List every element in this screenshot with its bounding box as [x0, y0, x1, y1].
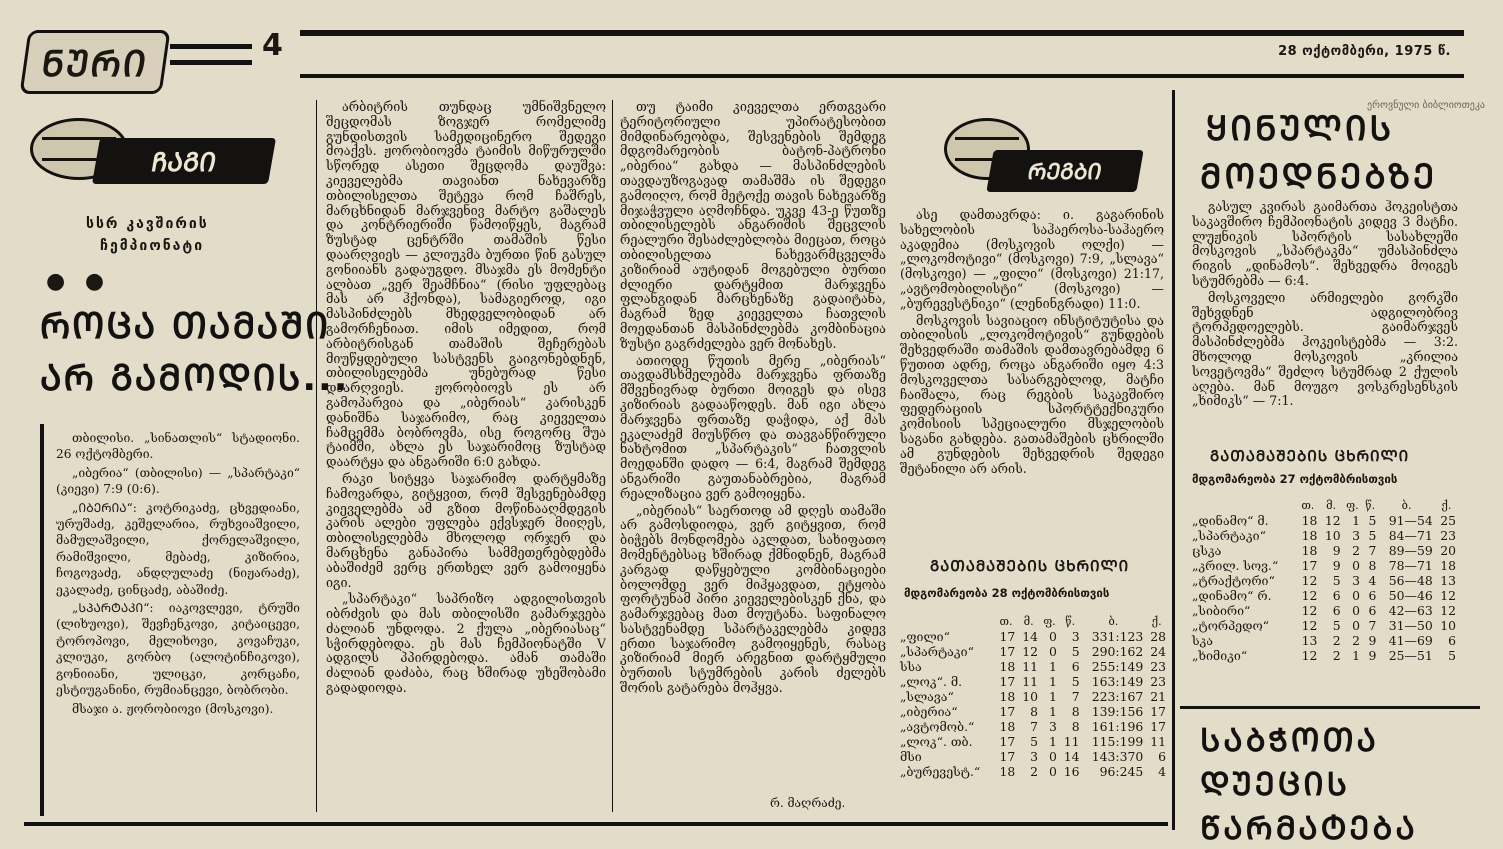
- rugby-table-row: [898, 719, 1168, 734]
- hockey-table-value-cell: 50—46: [1388, 588, 1433, 603]
- hockey-table-value-cell: 18: [1301, 543, 1318, 558]
- rugby-table-header-cell: [898, 614, 995, 629]
- rugby-table-value-cell: 18: [999, 659, 1016, 674]
- rugby-table-value-cell: 1: [1049, 704, 1057, 719]
- hockey-table-value-cell: 6: [1332, 603, 1341, 618]
- hockey-table-value-cell: 78—71: [1388, 558, 1433, 573]
- rugby-table-header-cell: ფ.: [1043, 615, 1056, 628]
- hockey-table-value-cell: 3: [1352, 573, 1361, 588]
- hockey-table-value-cell: 0: [1352, 603, 1361, 618]
- hockey-table-value-cell: 9: [1332, 543, 1341, 558]
- hockey-table-value-cell: 0: [1352, 558, 1361, 573]
- hockey-table-value-cell: 12: [1301, 603, 1318, 618]
- hockey-table-value-cell: 2: [1332, 633, 1341, 648]
- hockey-table-value-cell: 23: [1440, 528, 1456, 543]
- rugby-table-value-cell: 18: [999, 764, 1016, 779]
- rugby-table-title: ᲒᲐᲗᲐᲛᲐᲨᲔᲑᲘᲡ ᲪᲮᲠᲘᲚᲘ: [930, 557, 1130, 575]
- hockey-table-row: [1190, 558, 1458, 573]
- hockey-table-value-cell: 1: [1352, 513, 1361, 528]
- rugby-table-value-cell: 18: [999, 689, 1016, 704]
- left-paragraph: „იბერია“ (თბილისი) — „სპარტაკი“ (კიევი) 7:9 (0:6).: [56, 465, 300, 497]
- hockey-table-value-cell: 2: [1352, 633, 1361, 648]
- rugby-table-value-cell: 5: [1071, 644, 1080, 659]
- rugby-table-subtitle: მდგომარეობა 28 ოქტომბრისთვის: [904, 586, 1110, 600]
- rugby-table-row: [898, 689, 1168, 704]
- hockey-table-value-cell: 6: [1368, 603, 1377, 618]
- hockey-table-value-cell: 18: [1301, 528, 1318, 543]
- chess-rubric-tag: ᲩᲐᲒᲘ: [92, 138, 276, 184]
- hockey-table-value-cell: 20: [1440, 543, 1456, 558]
- rugby-table-value-cell: 14: [1063, 749, 1080, 764]
- hockey-table-value-cell: 25—51: [1388, 648, 1433, 663]
- hockey-table-value-cell: 7: [1368, 618, 1377, 633]
- column-2-paragraph: „სპარტაკი“ საპრიზო ადგილისთვის იბრძვის და მას თბილისში გამარჯვება ძალიან უნდოდა. 2 ქულა „იბერიასაც“ სჭირდებოდა. ეს მას ჩემპიონატში V ადგილს პპირდებოდა. ამან თამაში ძალიან დაძაბა, რაც ხშირად უხეშობამი გადადიოდა.: [326, 591, 606, 696]
- hockey-table-header-cell: თ.: [1301, 499, 1315, 512]
- rugby-table-value-cell: 23: [1150, 674, 1166, 689]
- rugby-table-value-cell: 331:123: [1091, 629, 1144, 644]
- hockey-table-value-cell: 31—50: [1388, 618, 1433, 633]
- bullet-dots: ● ●: [46, 268, 111, 294]
- rugby-table-value-cell: 7: [1030, 719, 1038, 734]
- rugby-table-value-cell: 18: [999, 719, 1016, 734]
- hockey-table-value-cell: 7: [1368, 543, 1377, 558]
- hockey-table-value-cell: 84—71: [1388, 528, 1433, 543]
- hockey-table-value-cell: 12: [1301, 618, 1318, 633]
- hockey-table-subtitle: მდგომარეობა 27 ოქტომბრისთვის: [1192, 472, 1398, 486]
- bottom-headline-line-2: ᲓᲣᲔᲪᲘᲡ: [1200, 765, 1350, 803]
- rugby-table-row: [898, 659, 1168, 674]
- rugby-table-value-cell: 1: [1049, 659, 1057, 674]
- hockey-table-value-cell: 3: [1352, 528, 1361, 543]
- hockey-table-team-cell: „დინამო“ მ.: [1192, 513, 1269, 528]
- rugby-table-value-cell: 11: [1022, 659, 1038, 674]
- rugby-table-value-cell: 163:149: [1091, 674, 1144, 689]
- rugby-table-value-cell: 17: [999, 734, 1016, 749]
- rugby-table-header-cell: მ.: [1023, 615, 1034, 628]
- rugby-table-value-cell: 1: [1049, 674, 1057, 689]
- article-column-3: [620, 100, 886, 792]
- bottom-rule: [24, 822, 1168, 826]
- rugby-table-value-cell: 1: [1049, 734, 1057, 749]
- hockey-table-value-cell: 18: [1440, 558, 1456, 573]
- hockey-table-value-cell: 9: [1332, 558, 1341, 573]
- article-column-2: [326, 100, 606, 812]
- hockey-table-value-cell: 5: [1448, 648, 1456, 663]
- hockey-table-value-cell: 1: [1352, 648, 1361, 663]
- rugby-table-value-cell: 223:167: [1091, 689, 1144, 704]
- rugby-table-header-row: [898, 614, 1168, 629]
- rugby-table-value-cell: 17: [999, 749, 1016, 764]
- masthead-logo-text: ᲜᲣᲠᲘ: [38, 43, 151, 85]
- header-rule-right: [300, 30, 1464, 36]
- column-divider-2: [612, 100, 613, 812]
- hockey-table-team-cell: „ტრაქტორი“: [1192, 573, 1275, 588]
- rugby-table-value-cell: 17: [1150, 719, 1166, 734]
- left-kicker-2: ჩემპიონატი: [100, 238, 205, 254]
- rugby-table-row: [898, 674, 1168, 689]
- hockey-table-value-cell: 6: [1332, 588, 1341, 603]
- rugby-table-value-cell: 2: [1030, 764, 1038, 779]
- hockey-table-value-cell: 89—59: [1388, 543, 1433, 558]
- rugby-table-team-cell: „ავტომობ.“: [900, 719, 975, 734]
- hockey-table-row: [1190, 603, 1458, 618]
- hockey-table-value-cell: 0: [1352, 618, 1361, 633]
- left-paragraph: „ᲘᲑᲔᲠᲘᲐ“: კოტრიკაძე, ცხვედიანი, ურუშაძე, კეშელარია, რუხვიაშვილი, მამულაშვილი, ქორელაშვილი, რამიშვილი, მებაძე, კიზირია, ჩოგოვაძე, ანდღულაძე (ნიჟარაძე), ეკალაძე, ცინცაძე, აბაშიძე.: [56, 500, 300, 597]
- rugby-table-value-cell: 115:199: [1091, 734, 1144, 749]
- rugby-rubric-tag: ᲠᲔᲒᲑᲘ: [986, 150, 1143, 192]
- rugby-table-value-cell: 7: [1071, 689, 1080, 704]
- hockey-table-header-row: [1190, 498, 1458, 513]
- rugby-table-row: [898, 734, 1168, 749]
- hockey-table-value-cell: 2: [1332, 648, 1341, 663]
- rugby-table-team-cell: „ლოკ“. თბ.: [900, 734, 973, 749]
- column-3-paragraph: ათიოდე წუთის მერე „იბერიას“ თავდამსხმელებმა მარჯვენა ფრთაზე მშვენივრად ბურთი მოიგეს და ისევ კიზირიას გადააწოდეს. მან იგი ახლა მარჯვენა ფრთაზე დაჭიდა, აქ მას ეკალაძემ მიუსწრო და თავგანწირული ნახტომით „სპარტაკის“ ჩათვლის მოედანში დადო — 6:4, მაგრამ შემდეგ ანგარიში გაუთანაბრებია, მაგრამ რეალიზაცია ვერ გამოიყენა.: [620, 352, 886, 501]
- rugby-paragraph: მოსკოვის სავიაციო ინსტიტუტისა და თბილისის „ლოკომოტივის“ გუნდების შეხვედრაში თამაშის დამთავრებამდე 6 წუთით ადრე, როცა ანგარიში იყო 4:3 მოსკოველთა სასარგებლოდ, მატჩი ჩაიშალა, რაც რეგბის საკავშირო ფედერაციის სპორტტექნიკური კომისიის სპეციალური მსჯელობის საგანი გახდება. გათამაშების ცხრილში ამ გუნდების შეხვედრის შედეგი შეტანილი არ არის.: [900, 312, 1164, 476]
- hockey-table-header-cell: წ.: [1365, 499, 1376, 512]
- hockey-table-value-cell: 12: [1324, 513, 1341, 528]
- column-3-paragraph: თუ ტაიმი კიეველთა ერთგვარი ტერიტორიული უპირატესობით მიმდინარეობდა, შესვენების შემდეგ მდგომარეობის ბატონ-პატრონი „იბერია“ გახდა — მასპინძლების თავდაუზოგავად თამაშმა ის შედეგი გამოიღო, რომ მეტოქე თავის ნახევარზე მიჯაჭვული აღმოჩნდა. უკვე 43-ე წუთზე თბილისელებს ანგარიშის შეცვლის რეალური შესაძლებლობა მიეცათ, როცა თბილისელთა ნახევარმცველმა კიზირიამ აუტიდან მოგებული ბურთი ძლიერი დარტყმით მარჯვენა ფლანგიდან მარცხენაზე გადაიტანა, მაგრამ ზედ კიეველთა ჩათვლის მოედანთან მასპინძლებმა კომბინაცია ზუსტი გაგრძელება ვერ მონახეს.: [620, 100, 886, 351]
- hockey-table-value-cell: 91—54: [1388, 513, 1433, 528]
- rugby-table-row: [898, 644, 1168, 659]
- hockey-table-value-cell: 13: [1301, 633, 1318, 648]
- rugby-table-value-cell: 24: [1150, 644, 1166, 659]
- column-divider-3: [1172, 90, 1175, 830]
- left-paragraph: თბილისი. „სინათლის“ სტადიონი. 26 ოქტომბერი.: [56, 431, 300, 462]
- hockey-table-team-cell: „კრილ. სოვ.“: [1192, 558, 1279, 573]
- rugby-table-value-cell: 96:245: [1099, 764, 1144, 779]
- hockey-table-team-cell: „დინამო“ რ.: [1192, 588, 1272, 603]
- hockey-table-value-cell: 5: [1368, 513, 1377, 528]
- hockey-table-value-cell: 12: [1301, 648, 1318, 663]
- hockey-table-value-cell: 4: [1368, 573, 1377, 588]
- rugby-table-row: [898, 749, 1168, 764]
- header-rule-left: [170, 44, 252, 49]
- left-text-bar: [40, 424, 44, 816]
- library-stamp: ეროვნული ბიბლიოთეკა: [1367, 100, 1485, 111]
- hockey-table-value-cell: 42—63: [1388, 603, 1433, 618]
- rugby-table-row: [898, 764, 1168, 779]
- hockey-table-value-cell: 10: [1440, 618, 1456, 633]
- hockey-table-row: [1190, 543, 1458, 558]
- hockey-table-value-cell: 0: [1352, 588, 1361, 603]
- rugby-table-team-cell: „იბერია“: [900, 704, 958, 719]
- hockey-table-value-cell: 2: [1352, 543, 1361, 558]
- rugby-table-value-cell: 3: [1049, 719, 1057, 734]
- hockey-standings-table: [1190, 498, 1458, 663]
- rugby-table-value-cell: 139:156: [1091, 704, 1144, 719]
- rugby-table-value-cell: 12: [1022, 644, 1038, 659]
- rugby-table-value-cell: 1: [1049, 689, 1057, 704]
- rugby-table-value-cell: 23: [1150, 659, 1166, 674]
- rugby-table-value-cell: 17: [1150, 704, 1166, 719]
- rugby-table-value-cell: 6: [1158, 749, 1166, 764]
- hockey-table-team-cell: „ტორპედო“: [1192, 618, 1270, 633]
- left-kicker-1: სსრ კავშირის: [86, 216, 209, 232]
- hockey-table-row: [1190, 573, 1458, 588]
- rugby-table-value-cell: 4: [1158, 764, 1166, 779]
- rugby-table-team-cell: „სლავა“: [900, 689, 954, 704]
- column-3-paragraph: „იბერიას“ საერთოდ ამ დღეს თამაში არ გამოსდიოდა, ვერ გიტყვით, რომ ბიჭებს მონდომება აკლდათ, სახიფათო მომენტებსაც ხშირად ქმნიდნენ, მაგრამ კარგად დაწყებული კომბინაციები ბოლომდე ვერ მიჰყავდათ, ეტყობა ფორტუნამ პირი კიეველებისკენ ქნა, და გამარჯვებაც მათ მოუტანა. საფინალო სასტვენამდე სპარტაკელებმა კიდევ ერთი საჯარიმო გამოიყენეს, რასაც კიზირიამ მიერ არეგნით დარტყმული ბურთის სტუმრების კარის ძელებს შორის გატარება მოჰყვა.: [620, 502, 886, 696]
- column-3-byline: რ. მაღრაძე.: [770, 796, 846, 810]
- rugby-table-value-cell: 0: [1049, 749, 1057, 764]
- hockey-table-team-cell: ცსკა: [1192, 543, 1222, 558]
- right-headline-line-2: ᲛᲝᲔᲓᲜᲔᲑᲖᲔ: [1200, 157, 1438, 197]
- rugby-table-team-cell: „ლოკ“. მ.: [900, 674, 963, 689]
- rugby-table-value-cell: 17: [999, 674, 1016, 689]
- column-2-paragraph: რაკი სიტყვა საჯარიმო დარტყმაზე ჩამოვარდა, გიტყვით, რომ შესვენებამდე კიეველებმა ამ გზით მოწინააღმდეგის კარის ალები უფლება ექვსჯერ მიიღეს, თბილისელებმა მხოლოდ ორჯერ და მარცხენა განაპირა სამმეთერებდებმა აბაშიძემ ვერც ერთხელ ვერ გამოიყენა იგი.: [326, 470, 606, 590]
- rugby-table-value-cell: 8: [1071, 704, 1080, 719]
- left-headline-line-2: ᲐᲠ ᲒᲐᲛᲝᲓᲘᲡ...: [40, 358, 350, 399]
- rugby-table-value-cell: 21: [1150, 689, 1166, 704]
- hockey-table-value-cell: 56—48: [1388, 573, 1433, 588]
- left-headline-line-1: ᲠᲝᲪᲐ ᲗᲐᲛᲐᲨᲘ: [40, 306, 331, 347]
- hockey-table-value-cell: 10: [1324, 528, 1341, 543]
- hockey-table-value-cell: 13: [1440, 573, 1456, 588]
- hockey-table-team-cell: „სპარტაკი“: [1192, 528, 1266, 543]
- rugby-table-value-cell: 0: [1049, 764, 1057, 779]
- rugby-table-value-cell: 255:149: [1091, 659, 1144, 674]
- right-article-body: [1192, 200, 1458, 432]
- hockey-table-value-cell: 12: [1440, 588, 1456, 603]
- hockey-table-header-cell: ფ.: [1346, 499, 1359, 512]
- rugby-table-value-cell: 290:162: [1091, 644, 1144, 659]
- hockey-table-team-cell: „ხიმიკი“: [1192, 648, 1248, 663]
- rugby-table-value-cell: 6: [1071, 659, 1080, 674]
- hockey-table-row: [1190, 648, 1458, 663]
- right-bottom-rule: [1180, 706, 1480, 709]
- hockey-table-team-cell: „სიბირი“: [1192, 603, 1251, 618]
- hockey-table-header-cell: ბ.: [1401, 499, 1412, 512]
- bottom-headline-line-1: ᲡᲐᲑᲭᲝᲗᲐ: [1200, 721, 1379, 759]
- hockey-table-value-cell: 6: [1448, 633, 1456, 648]
- hockey-table-team-cell: სკა: [1192, 633, 1213, 648]
- rugby-table-value-cell: 11: [1150, 734, 1166, 749]
- rugby-table-header-cell: თ.: [999, 615, 1013, 628]
- rugby-standings-table: [898, 614, 1168, 779]
- rugby-table-value-cell: 17: [999, 629, 1016, 644]
- rugby-table-value-cell: 3: [1071, 629, 1080, 644]
- hockey-table-value-cell: 12: [1301, 573, 1318, 588]
- rugby-table-value-cell: 11: [1022, 674, 1038, 689]
- hockey-table-header-cell: მ.: [1326, 499, 1337, 512]
- rugby-table-value-cell: 3: [1030, 749, 1038, 764]
- rugby-table-value-cell: 8: [1030, 704, 1038, 719]
- hockey-table-value-cell: 5: [1368, 528, 1377, 543]
- rugby-table-value-cell: 11: [1063, 734, 1080, 749]
- bottom-headline-line-3: ᲬᲐᲠᲛᲐᲢᲔᲑᲐ: [1200, 809, 1418, 847]
- rugby-table-value-cell: 0: [1049, 629, 1057, 644]
- rugby-table-value-cell: 5: [1030, 734, 1038, 749]
- left-article-body: [56, 430, 300, 818]
- header-rule-left-2: [170, 60, 252, 65]
- header-rule-right-2: [300, 74, 1464, 78]
- hockey-table-value-cell: 9: [1368, 648, 1377, 663]
- hockey-table-row: [1190, 633, 1458, 648]
- rugby-table-row: [898, 704, 1168, 719]
- rugby-table-value-cell: 28: [1150, 629, 1166, 644]
- page-number: 4: [262, 28, 283, 63]
- hockey-table-value-cell: 18: [1301, 513, 1318, 528]
- rugby-table-value-cell: 5: [1071, 674, 1080, 689]
- rugby-table-value-cell: 16: [1063, 764, 1080, 779]
- rugby-table-team-cell: „ფილი“: [900, 629, 950, 644]
- hockey-table-row: [1190, 528, 1458, 543]
- hockey-table-value-cell: 25: [1440, 513, 1456, 528]
- hockey-table-header-cell: [1190, 498, 1296, 513]
- left-paragraph: მსაჯი ა. ჟორობიოვი (მოსკოვი).: [72, 701, 274, 716]
- rugby-table-row: [898, 629, 1168, 644]
- rugby-paragraph: ასე დამთავრდა: ი. გაგარინის სახელობის საჰაეროსა-საჰაერო აკადემია (მოსკოვის ოლქი) — „ლოკომოტივი“ (მოსკოვი) 7:9, „სლავა“ (მოსკოვი) — „ფილი“ (მოსკოვი) 21:17, „ავტომობილისტი“ (მოსკოვი) — „ბურევესტნიკი“ (ლენინგრადი) 11:0.: [900, 208, 1164, 311]
- rugby-table-value-cell: 8: [1071, 719, 1080, 734]
- rugby-table-value-cell: 0: [1049, 644, 1057, 659]
- rugby-news-body: [900, 208, 1164, 548]
- rugby-table-header-cell: წ.: [1065, 615, 1076, 628]
- hockey-table-value-cell: 5: [1332, 618, 1341, 633]
- column-2-paragraph: არბიტრის თუნდაც უმნიშვნელო შეცდომას ზოგჯერ რომელიმე გუნდისთვის სამედიცინერო შედეგი მოაქვს. ჟორობიოვმა ტაიმის მიწურულში სწორედ ასეთი შეცდომა დაუშვა: კიეველებმა თავიანთ ნახევარზე თბილისელთა შეტევა რომ ჩაშრეს, მარცხნიდან მარჯვენივ მარტო გაშალეს და კონტრიერიში წამოიწყეს, მაგრამ ზუსტად ცენტრში თამაშის წესი დაარღვიეს — კლიუკმა ბურთი წინ გასულ გონიიანს გადაუგდო. მსაჯმა ეს მომენტი ალბათ „ვერ შეამჩნია“ (რისი უფლებაც მას არ ჰქონდა), სამაგიეროდ, იგი მასპინძლებს მხედველობიდან არ გამორჩენიათ. იმის იმედით, რომ არბიტრისგან თამაშის შეჩერებას მიუწყდებული სასტვენს გაიგონებდნენ, თბილისელებმა უნებურად წესი დაარღვიეს. ჟორობიოვს ეს არ გამოპარვია და „იბერიას“ კარისკენ დანიშნა საჯარიმო, რაც კიეველთა ჩამცემმა ბობროვმა, ისე როგორც შუა ტაიმში, ახლა ეს საჯარიმოც ზუსტად დაარტყა და ანგარიში 6:0 გახდა.: [326, 100, 606, 470]
- rugby-table-value-cell: 10: [1022, 689, 1038, 704]
- rugby-table-value-cell: 161:196: [1091, 719, 1144, 734]
- hockey-table-row: [1190, 618, 1458, 633]
- hockey-table-value-cell: 6: [1368, 588, 1377, 603]
- hockey-table-row: [1190, 513, 1458, 528]
- rugby-table-value-cell: 17: [999, 644, 1016, 659]
- hockey-table-value-cell: 12: [1440, 603, 1456, 618]
- right-paragraph: მოსკოველი არმიელები გორკში შეხვდნენ ადგილობრივ ტორპედოელებს. გაიმარჯვეს მასპინძლებმა ჰოკეისტებმა — 3:2. მხოლოდ მოსკოვის „კრილია სოვეტოვმა“ შეძლო სტუმრად 2 ქულის აღება. მან მოუგო ვოსკრესენსკის „ხიმიკს“ — 7:1.: [1192, 289, 1458, 409]
- rugby-table-value-cell: 17: [999, 704, 1016, 719]
- rugby-table-team-cell: სსა: [900, 659, 922, 674]
- rugby-table-header-cell: ბ.: [1108, 615, 1119, 628]
- issue-date: 28 ოქტომბერი, 1975 წ.: [1278, 44, 1451, 59]
- column-divider-1: [316, 100, 317, 812]
- rugby-table-header-cell: ქ.: [1151, 615, 1162, 628]
- hockey-table-value-cell: 8: [1368, 558, 1377, 573]
- hockey-table-value-cell: 12: [1301, 588, 1318, 603]
- rugby-table-team-cell: მსი: [900, 749, 922, 764]
- masthead-logo: [20, 30, 171, 94]
- left-paragraph: „ᲡᲞᲐᲠᲢᲐᲙᲘ“: იაკოვლევი, ტრუში (ლიხუოვი), შევჩენკოვი, კიტაიცევი, ტოროპოვი, მელიხოვი, კოვაჩუკი, კლიუკი, გორბო (ალოტინჩიკოვი), გონიიანი, ულიცკი, კორცაჩი, ესტიუგანინი, რუმიანცევი, ბობრობი.: [56, 601, 300, 698]
- rugby-table-team-cell: „ბურევესტ.“: [900, 764, 981, 779]
- hockey-table-title: ᲒᲐᲗᲐᲛᲐᲨᲔᲑᲘᲡ ᲪᲮᲠᲘᲚᲘ: [1210, 447, 1410, 465]
- rugby-table-team-cell: „სპარტაკი“: [900, 644, 974, 659]
- rugby-table-value-cell: 143:370: [1091, 749, 1144, 764]
- hockey-table-header-cell: ქ.: [1441, 499, 1452, 512]
- right-headline-line-1: ᲧᲘᲜᲣᲚᲘᲡ: [1206, 109, 1395, 149]
- hockey-table-row: [1190, 588, 1458, 603]
- hockey-table-value-cell: 5: [1332, 573, 1341, 588]
- hockey-table-value-cell: 41—69: [1388, 633, 1433, 648]
- rugby-table-value-cell: 14: [1022, 629, 1038, 644]
- hockey-table-value-cell: 17: [1301, 558, 1318, 573]
- right-paragraph: გასულ კვირას გაიმართა ჰოკეისტთა საკავშირო ჩემპიონატის კიდევ 3 მატჩი. ლუჟნიკის სპორტის სასახლეში მოსკოვის „სპარტაკმა“ უმასპინძლა რიგის „დინამოს“. შეხვედრა მოიგეს სტუმრებმა — 6:4.: [1192, 200, 1458, 288]
- hockey-table-value-cell: 9: [1368, 633, 1377, 648]
